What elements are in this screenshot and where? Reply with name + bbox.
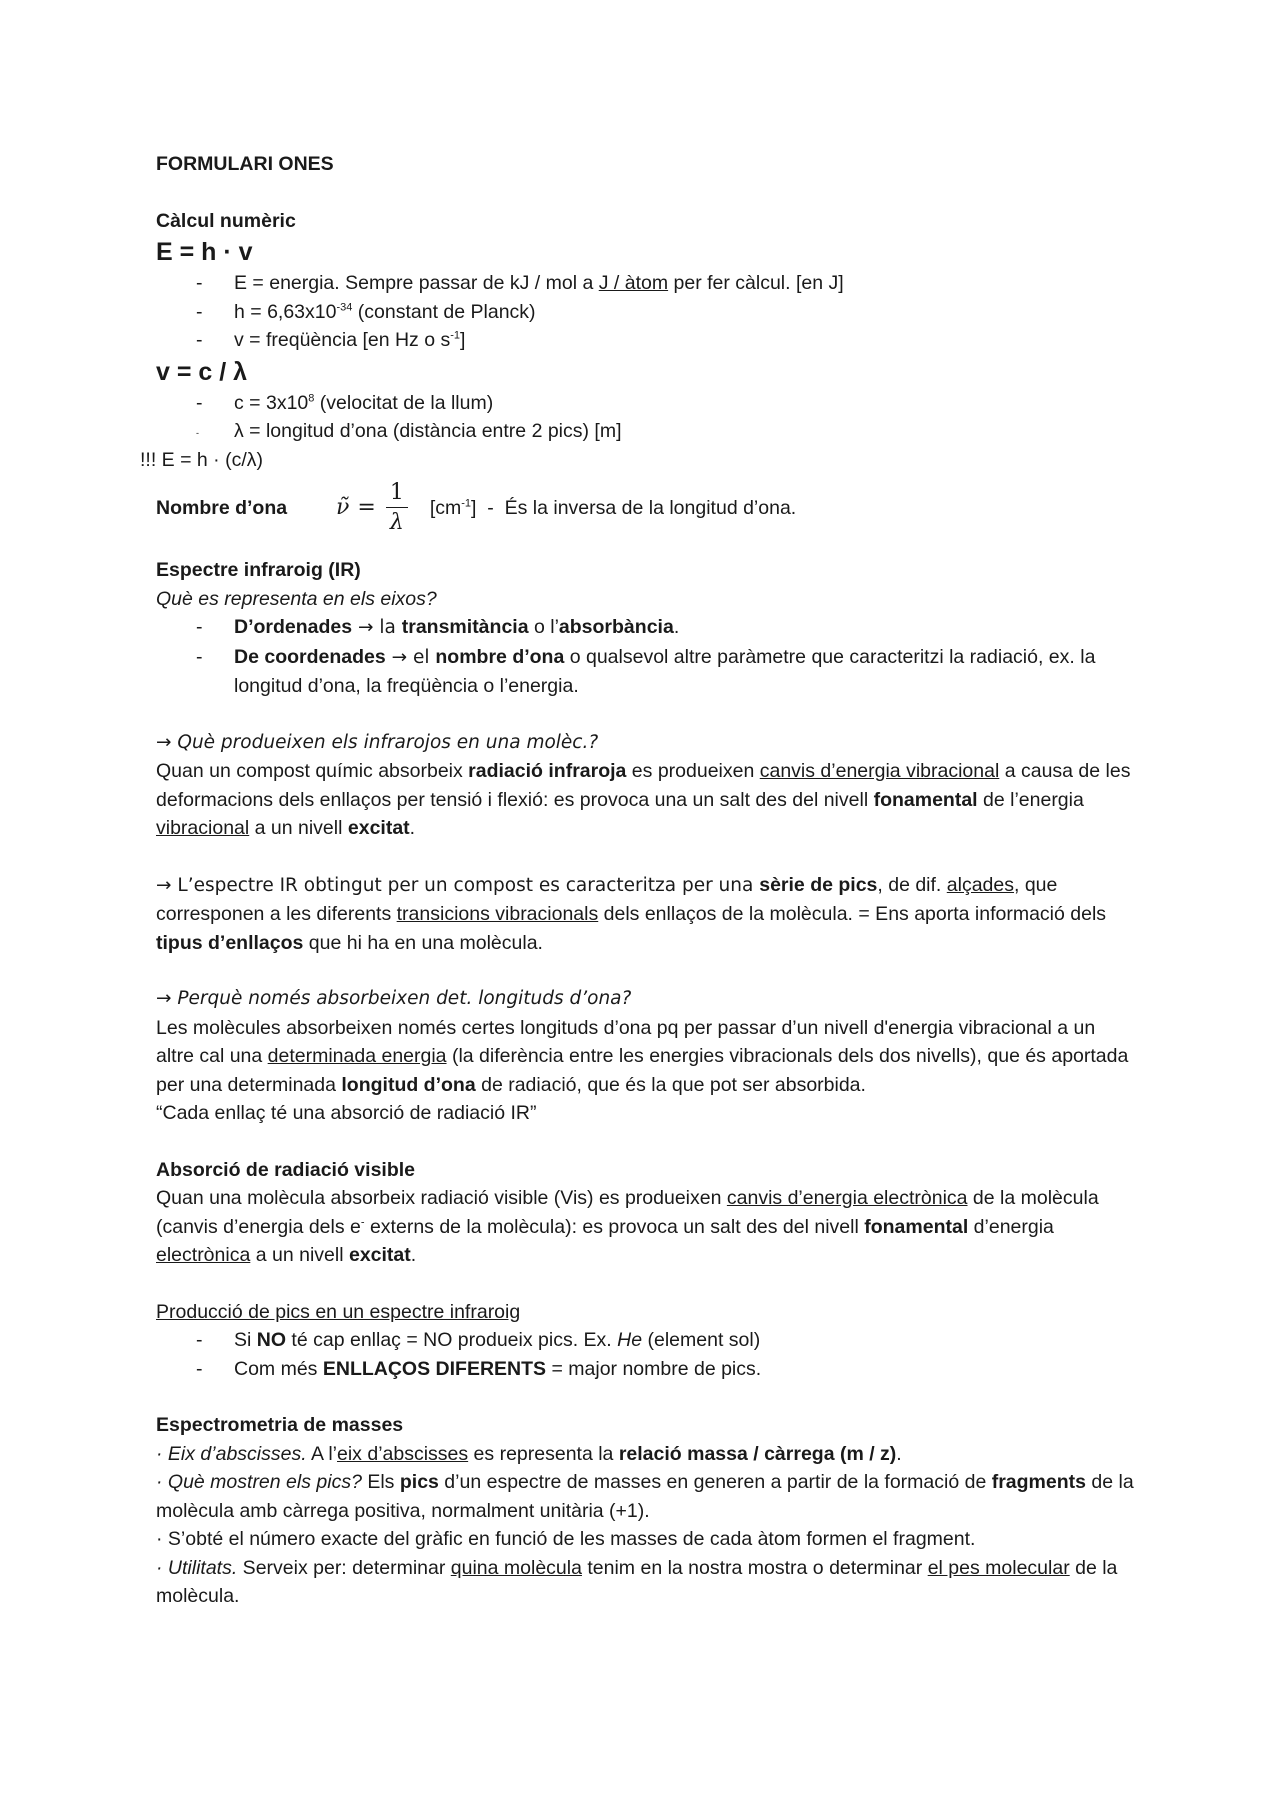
wavenumber-label: Nombre d’ona xyxy=(156,496,288,519)
wavenumber-desc: - És la inversa de la longitud d’ona. xyxy=(476,496,797,519)
ir-paragraph-3: Les molècules absorbeixen només certes longituds d’ona pq per passar d’un nivell d'energia vibracional a un altre cal una determinada energia (la diferència entre les energies vibracionals dels dos nivells), que és aportada per una determinada longitud d’ona de radiació, que és la que pot ser absorbida. xyxy=(156,1016,1129,1096)
mass-line-1: · Eix d’abscisses. A l’eix d’abscisses es representa la relació massa / càrrega (m / z). xyxy=(156,1442,902,1465)
visible-paragraph: Quan una molècula absorbeix radiació visible (Vis) es produeixen canvis d’energia electrònica de la molècula (canvis d’energia dels e- externs de la molècula): es provoca un salt des del nivell fonamental d’energia electrònica a un nivell excitat. xyxy=(156,1187,1099,1266)
document-title: FORMULARI ONES xyxy=(156,153,334,175)
list-item: - λ = longitud d’ona (distància entre 2 pics) [m] xyxy=(196,420,622,442)
wavenumber-unit: $[cm^{-1}]$ xyxy=(429,496,477,519)
list-item: - Com més ENLLAÇOS DIFERENTS = major nombre de pics. xyxy=(196,1357,762,1380)
energy-note: !!! E = h · (c/λ) xyxy=(140,448,263,471)
ir-quote: “Cada enllaç té una absorció de radiació IR” xyxy=(156,1102,537,1124)
list-item: - $c = 3x10^8$ (velocitat de la llum) xyxy=(196,391,494,414)
list-item: - D’ordenades → la transmitància o l’absorbància. xyxy=(196,616,680,638)
list-item: - De coordenades → el nombre d’ona o qualsevol altre paràmetre que caracteritzi la radiació, ex. la longitud d’ona, la freqüència o l’energia. xyxy=(196,645,1096,697)
ir-question: Què es representa en els eixos? xyxy=(156,587,437,610)
list-item: - v = freqüència [en Hz o $s^{-1}$] xyxy=(196,329,466,351)
mass-line-2: · Què mostren els pics? Els pics d’un espectre de masses en generen a partir de la formació de fragments de la molècula amb càrrega positiva, normalment unitària (+1). xyxy=(156,1471,1134,1522)
ir-paragraph-2: → L’espectre IR obtingut per un compost es caracteritza per una sèrie de pics, de dif. alçades, que corresponen a les diferents transicions vibracionals dels enllaços de la molècula. = Ens aporta informació dels tipus d’enllaços que hi ha en una molècula. xyxy=(156,873,1107,954)
wavenumber-formula: ν̃ = $\frac{1}{\lambda}$ xyxy=(336,479,408,538)
mass-line-3: · S’obté el número exacte del gràfic en funció de les masses de cada àtom formen el fragment. xyxy=(156,1528,976,1550)
ir-paragraph-1: Quan un compost químic absorbeix radiació infraroja es produeixen canvis d’energia vibracional a causa de les deformacions dels enllaços per tensió i flexió: es provoca una un salt des del nivell fonamental de l’energia vibracional a un nivell excitat. xyxy=(156,760,1131,839)
formula-energy: E = h · v xyxy=(156,238,253,266)
ir-subquestion-2: → Perquè només absorbeixen det. longituds d’ona? xyxy=(156,988,632,1009)
ir-subquestion-1: → Què produeixen els infrarojos en una molèc.? xyxy=(156,731,599,753)
wavenumber-row xyxy=(156,474,1136,542)
section-heading-visible: Absorció de radiació visible xyxy=(156,1158,416,1181)
section-heading-ir: Espectre infraroig (IR) xyxy=(156,559,361,581)
document-page xyxy=(140,150,1136,1611)
section-heading-calc: Càlcul numèric xyxy=(156,209,296,232)
mass-line-4: · Utilitats. Serveix per: determinar quina molècula tenim en la nostra mostra o determinar el pes molecular de la molècula. xyxy=(156,1556,1118,1607)
section-heading-peaks: Producció de pics en un espectre infraroig xyxy=(156,1300,521,1323)
list-item: - E = energia. Sempre passar de kJ / mol a J / àtom per fer càlcul. [en J] xyxy=(196,272,844,294)
list-item: - $h = 6,63x10^{-34}$ (constant de Planck) xyxy=(196,300,536,323)
formula-frequency: v = c / λ xyxy=(156,357,248,386)
list-item: - Si NO té cap enllaç = NO produeix pics. Ex. He (element sol) xyxy=(196,1329,761,1351)
section-heading-mass: Espectrometria de masses xyxy=(156,1414,404,1436)
